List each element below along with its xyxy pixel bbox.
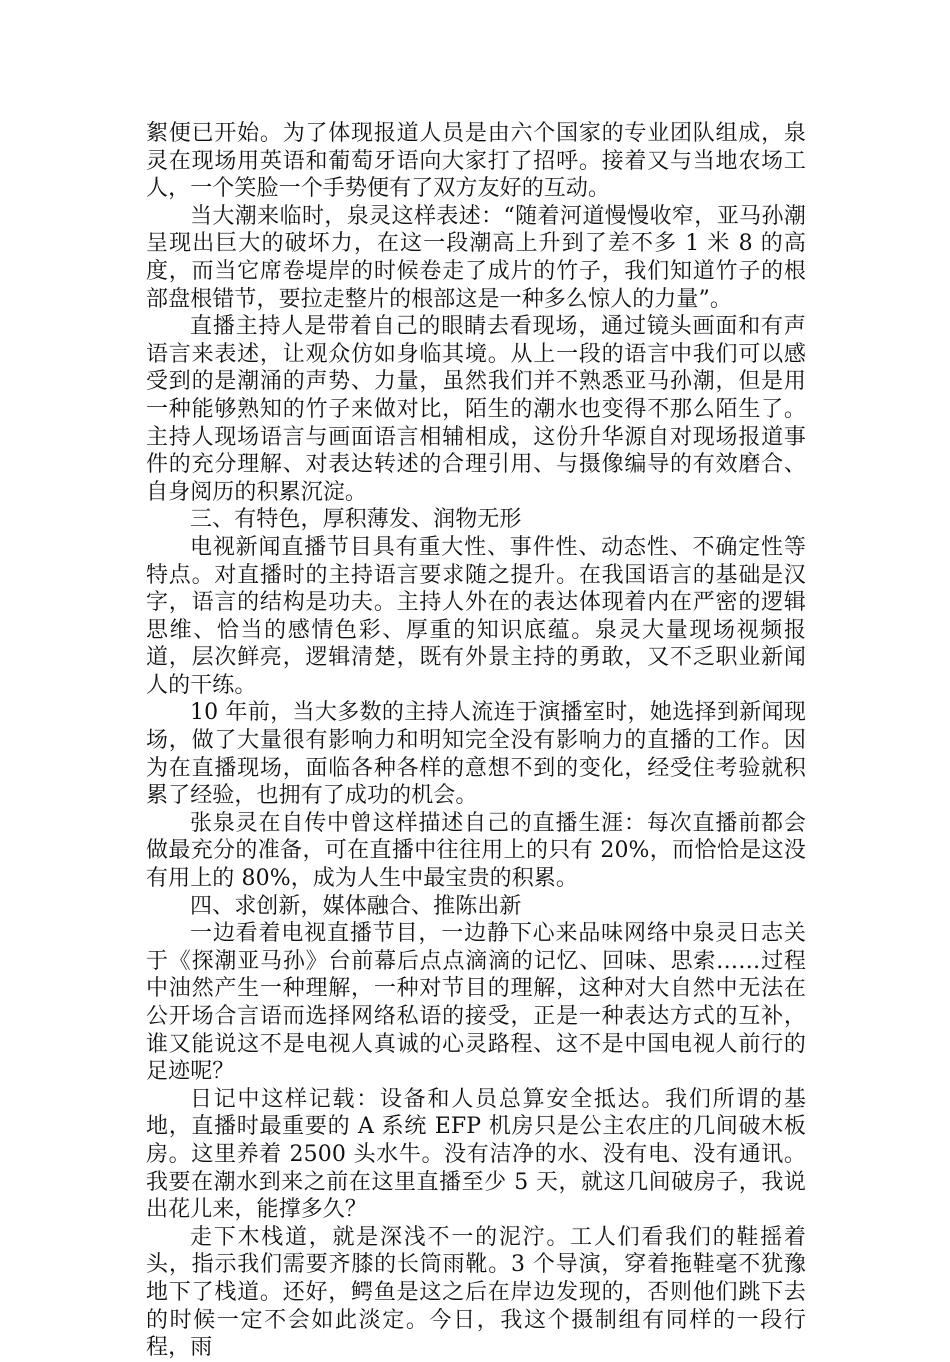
document-page xyxy=(146,120,806,1362)
section-heading-three: 三、有特色，厚积薄发、润物无形 xyxy=(190,507,522,533)
paragraph-media-fusion: 一边看着电视直播节目，一边静下心来品味网络中泉灵日志关于《探潮亚马孙》台前幕后点点滴滴的记忆、回味、思索……过程中油然产生一种理解，一种对节目的理解，这种对大自然中无法在公开场合言语而选择网络私语的接受，正是一种表达方式的互补，谁又能说这不是电视人真诚的心灵路程、这不是中国电视人前行的足迹呢？ xyxy=(146,921,806,1085)
paragraph-ten-years: 10 年前，当大多数的主持人流连于演播室时，她选择到新闻现场，做了大量很有影响力和明知完全没有影响力的直播的工作。因为在直播现场，面临各种各样的意想不到的变化，经受住考验就积累了经验，也拥有了成功的机会。 xyxy=(146,700,806,809)
paragraph-tide-description: 当大潮来临时，泉灵这样表述：“随着河道慢慢收窄，亚马孙潮呈现出巨大的破坏力，在这一段潮高上升到了差不多 1 米 8 的高度，而当它席卷堤岸的时候卷走了成片的竹子，我们知道竹子的根部盘根错节，要拉走整片的根部这是一种多么惊人的力量”。 xyxy=(146,203,806,312)
section-heading-four: 四、求创新，媒体融合、推陈出新 xyxy=(190,893,522,919)
paragraph-boardwalk: 走下木栈道，就是深浅不一的泥泞。工人们看我们的鞋摇着头，指示我们需要齐膝的长筒雨靴。3 个导演，穿着拖鞋毫不犹豫地下了栈道。还好，鳄鱼是这之后在岸边发现的，否则他们跳下去的时候一定不会如此淡定。今日，我这个摄制组有同样的一段行程，雨 xyxy=(146,1224,806,1361)
paragraph-host-language: 直播主持人是带着自己的眼睛去看现场，通过镜头画面和有声语言来表述，让观众仿如身临其境。从上一段的语言中我们可以感受到的是潮涌的声势、力量，虽然我们并不熟悉亚马孙潮，但是用一种能够熟知的竹子来做对比，陌生的潮水也变得不那么陌生了。主持人现场语言与画面语言相辅相成，这份升华源自对现场报道事件的充分理解、对表达转述的合理引用、与摄像编导的有效磨合、自身阅历的积累沉淀。 xyxy=(146,314,806,505)
paragraph-continuation: 絮便已开始。为了体现报道人员是由六个国家的专业团队组成，泉灵在现场用英语和葡萄牙语向大家打了招呼。接着又与当地农场工人，一个笑脸一个手势便有了双方友好的互动。 xyxy=(146,121,806,202)
paragraph-live-news: 电视新闻直播节目具有重大性、事件性、动态性、不确定性等特点。对直播时的主持语言要求随之提升。在我国语言的基础是汉字，语言的结构是功夫。主持人外在的表达体现着内在严密的逻辑思维、恰当的感情色彩、厚重的知识底蕴。泉灵大量现场视频报道，层次鲜亮，逻辑清楚，既有外景主持的勇敢，又不乏职业新闻人的干练。 xyxy=(146,534,806,698)
paragraph-diary: 日记中这样记载：设备和人员总算安全抵达。我们所谓的基地，直播时最重要的 A 系统 EFP 机房只是公主农庄的几间破木板房。这里养着 2500 头水牛。没有洁净的水、没有电、没有通讯。我要在潮水到来之前在这里直播至少 5 天，就这几间破房子，我说出花儿来，能撑多久？ xyxy=(146,1086,806,1223)
paragraph-autobiography: 张泉灵在自传中曾这样描述自己的直播生涯：每次直播前都会做最充分的准备，可在直播中往往用上的只有 20%，而恰恰是这没有用上的 80%，成为人生中最宝贵的积累。 xyxy=(146,810,806,892)
